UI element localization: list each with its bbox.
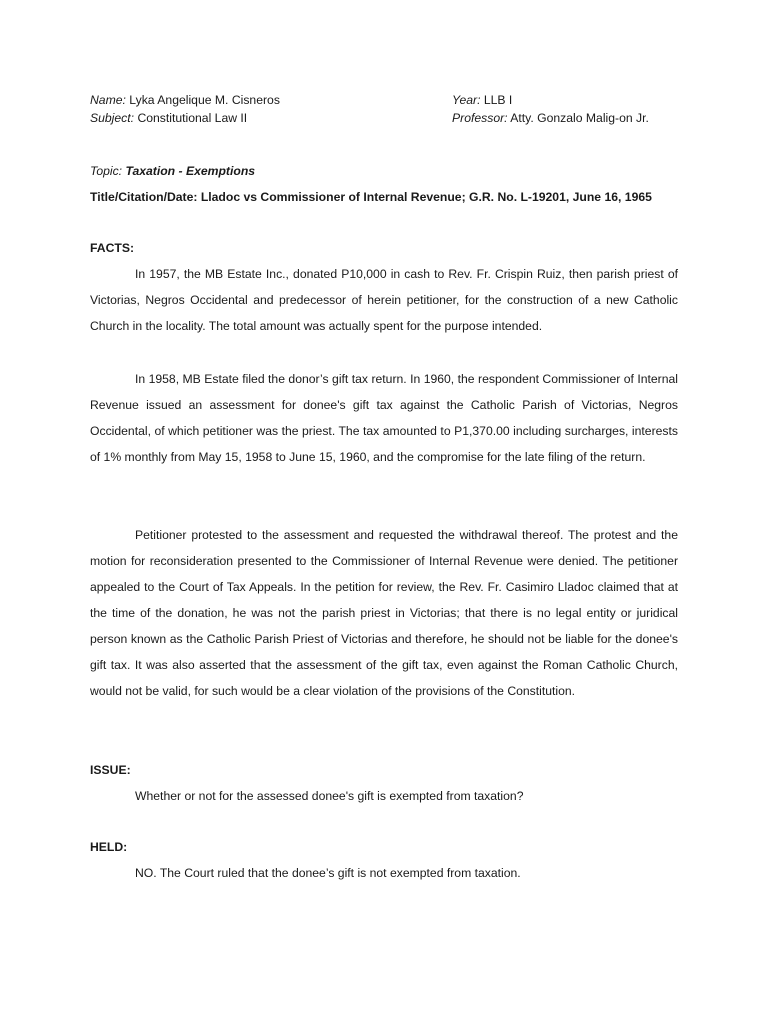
- facts-heading: FACTS:: [90, 241, 135, 255]
- year-value: LLB I: [483, 93, 513, 107]
- issue-heading: ISSUE:: [90, 763, 131, 777]
- professor-label: Professor:: [452, 111, 508, 125]
- topic-value: Taxation - Exemptions: [125, 164, 256, 178]
- subject-value: Constitutional Law II: [137, 111, 248, 125]
- held-heading: HELD:: [90, 840, 128, 854]
- held-text: NO. The Court ruled that the donee’s gift is not exempted from taxation.: [135, 866, 521, 880]
- topic-line: [90, 164, 255, 178]
- professor-value: Atty. Gonzalo Malig-on Jr.: [510, 111, 649, 125]
- facts-paragraph-3: Petitioner protested to the assessment and requested the withdrawal thereof. The protest and the motion for reconsideration presented to the Commissioner of Internal Revenue were denied. The petitioner appealed to the Court of Tax Appeals. In the petition for review, the Rev. Fr. Casimiro Lladoc claimed that at the time of the donation, he was not the parish priest in Victorias; that there is no legal entity or juridical person known as the Catholic Parish Priest of Victorias and therefore, he should not be liable for the donee's gift tax. It was also asserted that the assessment of the gift tax, even against the Roman Catholic Church, would not be valid, for such would be a clear violation of the provisions of the Constitution.: [90, 528, 678, 698]
- year-label: Year:: [452, 93, 481, 107]
- subject-label: Subject:: [90, 111, 135, 125]
- issue-text: Whether or not for the assessed donee's gift is exempted from taxation?: [135, 789, 524, 803]
- name-value: Lyka Angelique M. Cisneros: [129, 93, 280, 107]
- professor-field: [452, 111, 649, 125]
- facts-paragraph-1: In 1957, the MB Estate Inc., donated P10,000 in cash to Rev. Fr. Crispin Ruiz, then parish priest of Victorias, Negros Occidental and predecessor of herein petitioner, for the construction of a new Catholic Church in the locality. The total amount was actually spent for the purpose intended.: [90, 267, 678, 333]
- facts-paragraph-2: In 1958, MB Estate filed the donor’s gift tax return. In 1960, the respondent Commissioner of Internal Revenue issued an assessment for donee's gift tax against the Catholic Parish of Victorias, Negros Occidental, of which petitioner was the priest. The tax amounted to P1,370.00 including surcharges, interests of 1% monthly from May 15, 1958 to June 15, 1960, and the compromise for the late filing of the return.: [90, 372, 678, 464]
- name-label: Name:: [90, 93, 126, 107]
- title-citation: Title/Citation/Date: Lladoc vs Commissioner of Internal Revenue; G.R. No. L-19201, June 16, 1965: [90, 190, 652, 204]
- name-field: [90, 93, 280, 107]
- year-field: [452, 93, 512, 107]
- subject-field: [90, 111, 247, 125]
- topic-label: Topic:: [90, 164, 123, 178]
